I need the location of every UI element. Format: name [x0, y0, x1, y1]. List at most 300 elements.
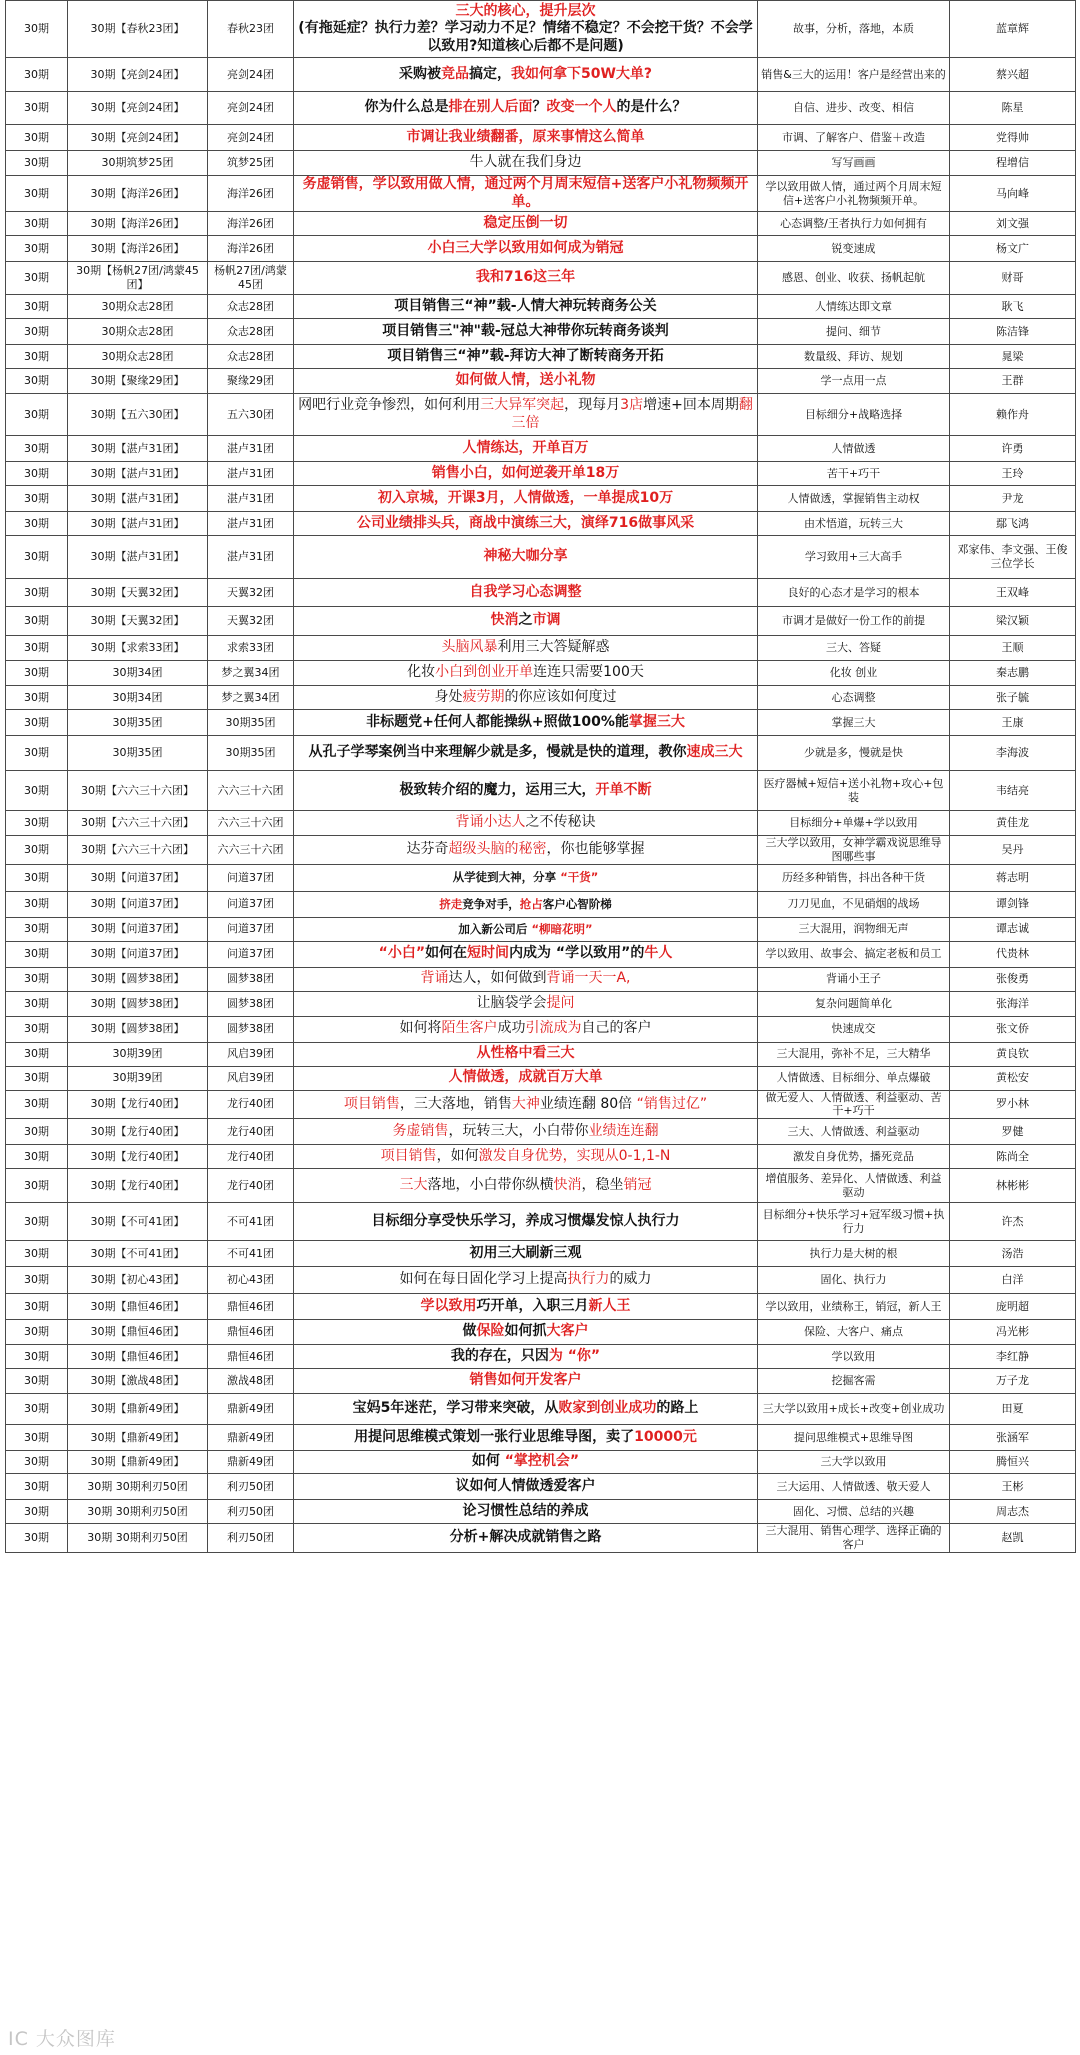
period-cell: 30期: [6, 394, 68, 436]
period-cell: 30期: [6, 661, 68, 686]
table-row: [6, 1016, 1076, 1042]
class-cell: 30期【亮剑24团】: [68, 92, 208, 125]
topic-text: 项目销售三“神”载-拜访大神了断转商务开拓: [387, 347, 664, 364]
period-cell: 30期: [6, 369, 68, 394]
table-row: [6, 891, 1076, 917]
class-cell: 30期34团: [68, 661, 208, 686]
keywords-cell: 三大学以致用+成长+改变+创业成功: [758, 1394, 950, 1425]
team-cell: 五六30团: [208, 394, 294, 436]
highlight-text: 陌生客户: [441, 1020, 498, 1037]
period-cell: 30期: [6, 462, 68, 486]
period-cell: 30期: [6, 864, 68, 891]
period-cell: 30期: [6, 236, 68, 262]
speaker-cell: 刘文强: [950, 212, 1076, 236]
highlight-text: “小白”: [378, 945, 426, 962]
class-cell: 30期【海洋26团】: [68, 212, 208, 236]
team-cell: 海洋26团: [208, 236, 294, 262]
team-cell: 问道37团: [208, 864, 294, 891]
topic-text: ，稳坐: [581, 1176, 624, 1193]
highlight-text: 背诵小达人: [455, 814, 526, 831]
topic-cell: [294, 1267, 758, 1294]
keywords-cell: 固化、习惯、总结的兴趣: [758, 1500, 950, 1524]
speaker-cell: 代贵林: [950, 941, 1076, 967]
speaker-cell: 蒋志明: [950, 864, 1076, 891]
topic-cell: [294, 319, 758, 345]
table-row: [6, 1451, 1076, 1474]
topic-text: 如何: [471, 1453, 505, 1470]
topic-text: 极致转介绍的魔力，运用三大，: [399, 781, 596, 798]
topic-text: 搞定，: [468, 65, 511, 82]
period-cell: 30期: [6, 1241, 68, 1267]
highlight-text: 快消: [553, 1176, 582, 1193]
speaker-cell: 张俊勇: [950, 967, 1076, 991]
keywords-cell: 三大学以致用，女神学霸戏说思维导图哪些事: [758, 836, 950, 865]
speaker-cell: 汤浩: [950, 1241, 1076, 1267]
highlight-text: 大神: [511, 1095, 540, 1112]
highlight-text: 挤走: [439, 896, 463, 911]
keywords-cell: 三大学以致用: [758, 1451, 950, 1474]
topic-cell: [294, 891, 758, 917]
highlight-text: 三大: [399, 1176, 428, 1193]
highlight-text: 大客户: [546, 1323, 589, 1340]
team-cell: 不可41团: [208, 1241, 294, 1267]
stock-watermark: IC 大众图库: [8, 2028, 116, 2050]
highlight-text: 超级头脑的秘密: [448, 841, 547, 857]
table-row: [6, 1474, 1076, 1500]
team-cell: 聚缘29团: [208, 369, 294, 394]
class-cell: 30期35团: [68, 710, 208, 736]
highlight-text: 市调: [532, 612, 561, 629]
speaker-cell: 杨文广: [950, 236, 1076, 262]
highlight-text: 3店: [620, 397, 644, 413]
class-cell: 30期【圆梦38团】: [68, 991, 208, 1016]
highlight-text: 执行力: [567, 1271, 610, 1288]
keywords-cell: 市调、了解客户、借鉴＋改造: [758, 125, 950, 151]
table-row: [6, 176, 1076, 212]
class-cell: 30期筑梦25团: [68, 151, 208, 176]
team-cell: 利刃50团: [208, 1474, 294, 1500]
topic-cell: [294, 1066, 758, 1090]
table-row: [6, 1394, 1076, 1425]
topic-cell: [294, 462, 758, 486]
team-cell: 30期35团: [208, 710, 294, 736]
keywords-cell: 学以致用: [758, 1345, 950, 1369]
highlight-text: 销售如何开发客户: [469, 1372, 582, 1389]
class-cell: 30期【问道37团】: [68, 891, 208, 917]
topic-text: 身处: [434, 688, 463, 705]
keywords-cell: 复杂问题简单化: [758, 991, 950, 1016]
highlight-text: 速成三大: [686, 744, 743, 761]
keywords-cell: 人情练达即文章: [758, 295, 950, 319]
class-cell: 30期【激战48团】: [68, 1369, 208, 1394]
topic-cell: [294, 661, 758, 686]
class-cell: 30期【湛卢31团】: [68, 462, 208, 486]
table-row: [6, 579, 1076, 607]
table-row: [6, 512, 1076, 536]
class-cell: 30期【龙行40团】: [68, 1169, 208, 1203]
topic-text: 利用三大答疑解惑: [497, 639, 610, 656]
team-cell: 风启39团: [208, 1042, 294, 1066]
speaker-cell: 鄢飞鸿: [950, 512, 1076, 536]
class-cell: 30期【海洋26团】: [68, 236, 208, 262]
highlight-text: 如何做人情，送小礼物: [455, 372, 596, 389]
topic-cell: [294, 345, 758, 369]
keywords-cell: 市调才是做好一份工作的前提: [758, 607, 950, 636]
keywords-cell: 由术悟道，玩转三大: [758, 512, 950, 536]
topic-cell: [294, 58, 758, 92]
table-row: [6, 636, 1076, 661]
class-cell: 30期【鼎新49团】: [68, 1394, 208, 1425]
session-schedule-table: [5, 0, 1076, 1553]
period-cell: 30期: [6, 967, 68, 991]
team-cell: 海洋26团: [208, 212, 294, 236]
speaker-cell: 王玲: [950, 462, 1076, 486]
topic-text: 巧开单，入职三月: [476, 1297, 589, 1314]
speaker-cell: 黄良钦: [950, 1042, 1076, 1066]
speaker-cell: 陈洁锋: [950, 319, 1076, 345]
period-cell: 30期: [6, 1042, 68, 1066]
keywords-cell: 学以致用、故事会、搞定老板和员工: [758, 941, 950, 967]
keywords-cell: 化妆 创业: [758, 661, 950, 686]
class-cell: 30期【不可41团】: [68, 1241, 208, 1267]
class-cell: 30期【不可41团】: [68, 1203, 208, 1241]
topic-cell: [294, 1500, 758, 1524]
keywords-cell: 三大运用、人情做透、敬天爱人: [758, 1474, 950, 1500]
class-cell: 30期【问道37团】: [68, 917, 208, 941]
keywords-cell: 刀刀见血，不见硝烟的战场: [758, 891, 950, 917]
topic-cell: [294, 1169, 758, 1203]
speaker-cell: 冯光彬: [950, 1320, 1076, 1345]
topic-cell: [294, 991, 758, 1016]
highlight-text: 短时间: [467, 945, 510, 962]
period-cell: 30期: [6, 1425, 68, 1451]
topic-cell: [294, 92, 758, 125]
keywords-cell: 心态调整/王者执行力如何拥有: [758, 212, 950, 236]
team-cell: 30期35团: [208, 736, 294, 771]
topic-text: 你为什么总是: [364, 99, 449, 116]
table-row: [6, 58, 1076, 92]
highlight-text: 人情练达，开单百万: [462, 439, 589, 456]
speaker-cell: 林彬彬: [950, 1169, 1076, 1203]
topic-text: 项目销售三“神”载-人情大神玩转商务公关: [394, 297, 657, 314]
period-cell: 30期: [6, 1345, 68, 1369]
highlight-text: 务虚销售: [392, 1122, 449, 1139]
keywords-cell: 学以致用做人情，通过两个月周末短信+送客户小礼物频频开单。: [758, 176, 950, 212]
topic-cell: [294, 436, 758, 462]
team-cell: 梦之翼34团: [208, 661, 294, 686]
speaker-cell: 周志杰: [950, 1500, 1076, 1524]
speaker-cell: 韦结亮: [950, 771, 1076, 811]
table-row: [6, 394, 1076, 436]
topic-cell: [294, 1090, 758, 1119]
speaker-cell: 王群: [950, 369, 1076, 394]
keywords-cell: 激发自身优势，播死竞品: [758, 1145, 950, 1169]
topic-text: 让脑袋学会: [476, 994, 547, 1011]
highlight-text: 项目销售: [343, 1095, 400, 1112]
keywords-cell: 目标细分+战略选择: [758, 394, 950, 436]
topic-text: 内成为 “学以致用”的: [509, 945, 645, 962]
class-cell: 30期【鼎恒46团】: [68, 1345, 208, 1369]
keywords-cell: 掌握三大: [758, 710, 950, 736]
period-cell: 30期: [6, 262, 68, 295]
team-cell: 湛卢31团: [208, 462, 294, 486]
keywords-cell: 医疗器械+短信+送小礼物+攻心+包装: [758, 771, 950, 811]
period-cell: 30期: [6, 176, 68, 212]
keywords-cell: 人情做透，掌握销售主动权: [758, 486, 950, 512]
period-cell: 30期: [6, 319, 68, 345]
highlight-text: 市调让我业绩翻番，原来事情这么简单: [406, 128, 645, 145]
class-cell: 30期【龙行40团】: [68, 1090, 208, 1119]
highlight-text: 三大的核心，提升层次: [455, 2, 596, 19]
speaker-cell: 张涵军: [950, 1425, 1076, 1451]
keywords-cell: 人情做透、目标细分、单点爆破: [758, 1066, 950, 1090]
topic-text: 成功: [497, 1020, 526, 1037]
period-cell: 30期: [6, 1474, 68, 1500]
class-cell: 30期【亮剑24团】: [68, 125, 208, 151]
topic-cell: [294, 607, 758, 636]
class-cell: 30期39团: [68, 1066, 208, 1090]
speaker-cell: 党得帅: [950, 125, 1076, 151]
keywords-cell: 人情做透: [758, 436, 950, 462]
topic-cell: [294, 967, 758, 991]
highlight-text: 翻三倍: [511, 397, 753, 431]
keywords-cell: 苦干+巧干: [758, 462, 950, 486]
keywords-cell: 写写画画: [758, 151, 950, 176]
speaker-cell: 白洋: [950, 1267, 1076, 1294]
team-cell: 风启39团: [208, 1066, 294, 1090]
period-cell: 30期: [6, 1500, 68, 1524]
table-row: [6, 736, 1076, 771]
period-cell: 30期: [6, 1145, 68, 1169]
keywords-cell: 目标细分+快乐学习+冠军级习惯+执行力: [758, 1203, 950, 1241]
topic-cell: [294, 1203, 758, 1241]
highlight-text: 三大异军突起: [480, 397, 565, 413]
class-cell: 30期【六六三十六团】: [68, 811, 208, 836]
table-row: [6, 1169, 1076, 1203]
period-cell: 30期: [6, 295, 68, 319]
highlight-text: 业绩连连翻: [588, 1122, 659, 1139]
topic-cell: [294, 486, 758, 512]
period-cell: 30期: [6, 1119, 68, 1145]
keywords-cell: 快速成交: [758, 1016, 950, 1042]
table-row: [6, 319, 1076, 345]
topic-cell: [294, 941, 758, 967]
team-cell: 圆梦38团: [208, 991, 294, 1016]
class-cell: 30期【天翼32团】: [68, 607, 208, 636]
keywords-cell: 三大混用，润物细无声: [758, 917, 950, 941]
topic-text: 做: [462, 1323, 477, 1340]
period-cell: 30期: [6, 536, 68, 579]
team-cell: 天翼32团: [208, 579, 294, 607]
class-cell: 30期【鼎新49团】: [68, 1425, 208, 1451]
class-cell: 30期【海洋26团】: [68, 176, 208, 212]
class-cell: 30期【初心43团】: [68, 1267, 208, 1294]
highlight-text: 牛人: [644, 945, 673, 962]
period-cell: 30期: [6, 58, 68, 92]
speaker-cell: 腾恒兴: [950, 1451, 1076, 1474]
period-cell: 30期: [6, 436, 68, 462]
topic-text: 用提问思维模式策划一张行业思维导图，卖了: [354, 1428, 635, 1445]
topic-cell: [294, 369, 758, 394]
topic-cell: [294, 636, 758, 661]
class-cell: 30期众志28团: [68, 345, 208, 369]
class-cell: 30期【春秋23团】: [68, 1, 208, 58]
team-cell: 众志28团: [208, 295, 294, 319]
topic-text: ？: [532, 99, 547, 116]
topic-text: 客户心智阶梯: [542, 896, 612, 911]
topic-text: 自己的客户: [581, 1020, 652, 1037]
speaker-cell: 张文侨: [950, 1016, 1076, 1042]
speaker-cell: 赖作舟: [950, 394, 1076, 436]
class-cell: 30期【湛卢31团】: [68, 512, 208, 536]
highlight-text: 销售小白，如何逆袭开单18万: [431, 464, 620, 481]
topic-text: ，现每月: [564, 397, 621, 413]
speaker-cell: 李红静: [950, 1345, 1076, 1369]
keywords-cell: 销售&三大的运用！客户是经营出来的: [758, 58, 950, 92]
speaker-cell: 尹龙: [950, 486, 1076, 512]
topic-text: 化妆: [407, 664, 436, 681]
team-cell: 湛卢31团: [208, 436, 294, 462]
speaker-cell: 蔡兴超: [950, 58, 1076, 92]
table-row: [6, 536, 1076, 579]
topic-cell: [294, 262, 758, 295]
topic-text: 分析+解决成就销售之路: [449, 1529, 602, 1546]
class-cell: 30期35团: [68, 736, 208, 771]
team-cell: 湛卢31团: [208, 486, 294, 512]
keywords-cell: 执行力是大树的根: [758, 1241, 950, 1267]
table-row: [6, 771, 1076, 811]
table-row: [6, 836, 1076, 865]
table-row: [6, 941, 1076, 967]
table-row: [6, 967, 1076, 991]
topic-text: 如何在: [425, 945, 468, 962]
speaker-cell: 陈尚全: [950, 1145, 1076, 1169]
team-cell: 海洋26团: [208, 176, 294, 212]
period-cell: 30期: [6, 1369, 68, 1394]
highlight-text: 从性格中看三大: [476, 1045, 575, 1062]
keywords-cell: 少就是多，慢就是快: [758, 736, 950, 771]
team-cell: 天翼32团: [208, 607, 294, 636]
topic-text: 采购被: [398, 65, 441, 82]
table-row: [6, 607, 1076, 636]
highlight-text: 稳定压倒一切: [483, 214, 568, 231]
topic-cell: [294, 536, 758, 579]
team-cell: 龙行40团: [208, 1090, 294, 1119]
topic-text: 非标题党+任何人都能操纵+照做100%能: [366, 713, 629, 730]
topic-text: 的你应该如何度过: [504, 688, 617, 705]
table-row: [6, 864, 1076, 891]
team-cell: 问道37团: [208, 941, 294, 967]
period-cell: 30期: [6, 151, 68, 176]
team-cell: 六六三十六团: [208, 771, 294, 811]
period-cell: 30期: [6, 941, 68, 967]
highlight-text: 神秘大咖分享: [483, 548, 568, 565]
highlight-text: 我和716这三年: [475, 269, 576, 286]
topic-cell: [294, 512, 758, 536]
keywords-cell: 数量级、拜访、规划: [758, 345, 950, 369]
table-row: [6, 661, 1076, 686]
topic-text: 达人，如何做到: [448, 970, 547, 987]
table-body: [6, 1, 1076, 1553]
table-row: [6, 917, 1076, 941]
topic-cell: [294, 1, 758, 58]
highlight-text: 激发自身优势，实现从0-1,1-N: [478, 1147, 671, 1164]
speaker-cell: 黄松安: [950, 1066, 1076, 1090]
period-cell: 30期: [6, 636, 68, 661]
team-cell: 问道37团: [208, 891, 294, 917]
topic-text: 从孔子学琴案例当中来理解少就是多，慢就是快的道理，教你: [308, 744, 687, 761]
highlight-text: 10000元: [634, 1428, 697, 1445]
table-row: [6, 1241, 1076, 1267]
table-row: [6, 1042, 1076, 1066]
keywords-cell: 提问思维模式+思维导图: [758, 1425, 950, 1451]
period-cell: 30期: [6, 1169, 68, 1203]
keywords-cell: 固化、执行力: [758, 1267, 950, 1294]
table-row: [6, 1294, 1076, 1320]
topic-cell: [294, 1241, 758, 1267]
topic-cell: [294, 1145, 758, 1169]
topic-cell: [294, 212, 758, 236]
speaker-cell: 李海波: [950, 736, 1076, 771]
topic-text: 增速+回本周期: [643, 397, 739, 413]
highlight-text: 学以致用: [420, 1297, 477, 1314]
topic-cell: [294, 1394, 758, 1425]
topic-cell: [294, 1524, 758, 1553]
speaker-cell: 罗健: [950, 1119, 1076, 1145]
speaker-cell: 邓家伟、李文强、王俊三位学长: [950, 536, 1076, 579]
speaker-cell: 庞明超: [950, 1294, 1076, 1320]
topic-cell: [294, 1451, 758, 1474]
highlight-text: 抢占: [519, 896, 543, 911]
class-cell: 30期【鼎新49团】: [68, 1451, 208, 1474]
team-cell: 问道37团: [208, 917, 294, 941]
topic-cell: [294, 295, 758, 319]
topic-text: 竞争对手，: [462, 896, 520, 911]
class-cell: 30期【聚缘29团】: [68, 369, 208, 394]
highlight-text: 自我学习心态调整: [469, 583, 582, 600]
highlight-text: 小白三大学以致用如何成为销冠: [427, 239, 624, 256]
team-cell: 鼎新49团: [208, 1394, 294, 1425]
highlight-text: 排在别人后面: [448, 99, 533, 116]
table-row: [6, 686, 1076, 710]
topic-cell: [294, 917, 758, 941]
period-cell: 30期: [6, 710, 68, 736]
table-row: [6, 811, 1076, 836]
keywords-cell: 三大、答疑: [758, 636, 950, 661]
period-cell: 30期: [6, 1203, 68, 1241]
table-row: [6, 1267, 1076, 1294]
period-cell: 30期: [6, 1016, 68, 1042]
topic-text: 如何抓: [504, 1323, 547, 1340]
keywords-cell: 历经多种销售，抖出各种干货: [758, 864, 950, 891]
class-cell: 30期【六六三十六团】: [68, 771, 208, 811]
class-cell: 30期【龙行40团】: [68, 1145, 208, 1169]
highlight-text: “干货”: [560, 870, 599, 885]
topic-text: 加入新公司后: [458, 921, 532, 936]
period-cell: 30期: [6, 1267, 68, 1294]
class-cell: 30期【问道37团】: [68, 941, 208, 967]
class-cell: 30期 30期利刃50团: [68, 1474, 208, 1500]
period-cell: 30期: [6, 891, 68, 917]
table-row: [6, 125, 1076, 151]
highlight-text: 败家到创业成功: [558, 1400, 657, 1417]
topic-cell: [294, 686, 758, 710]
highlight-text: 务虚销售，学以致用做人情，通过两个月周末短信+送客户小礼物频频开单。: [302, 176, 749, 210]
topic-cell: [294, 736, 758, 771]
keywords-cell: 保险、大客户、痛点: [758, 1320, 950, 1345]
table-row: [6, 1145, 1076, 1169]
topic-text: 连连只需要100天: [533, 664, 644, 681]
